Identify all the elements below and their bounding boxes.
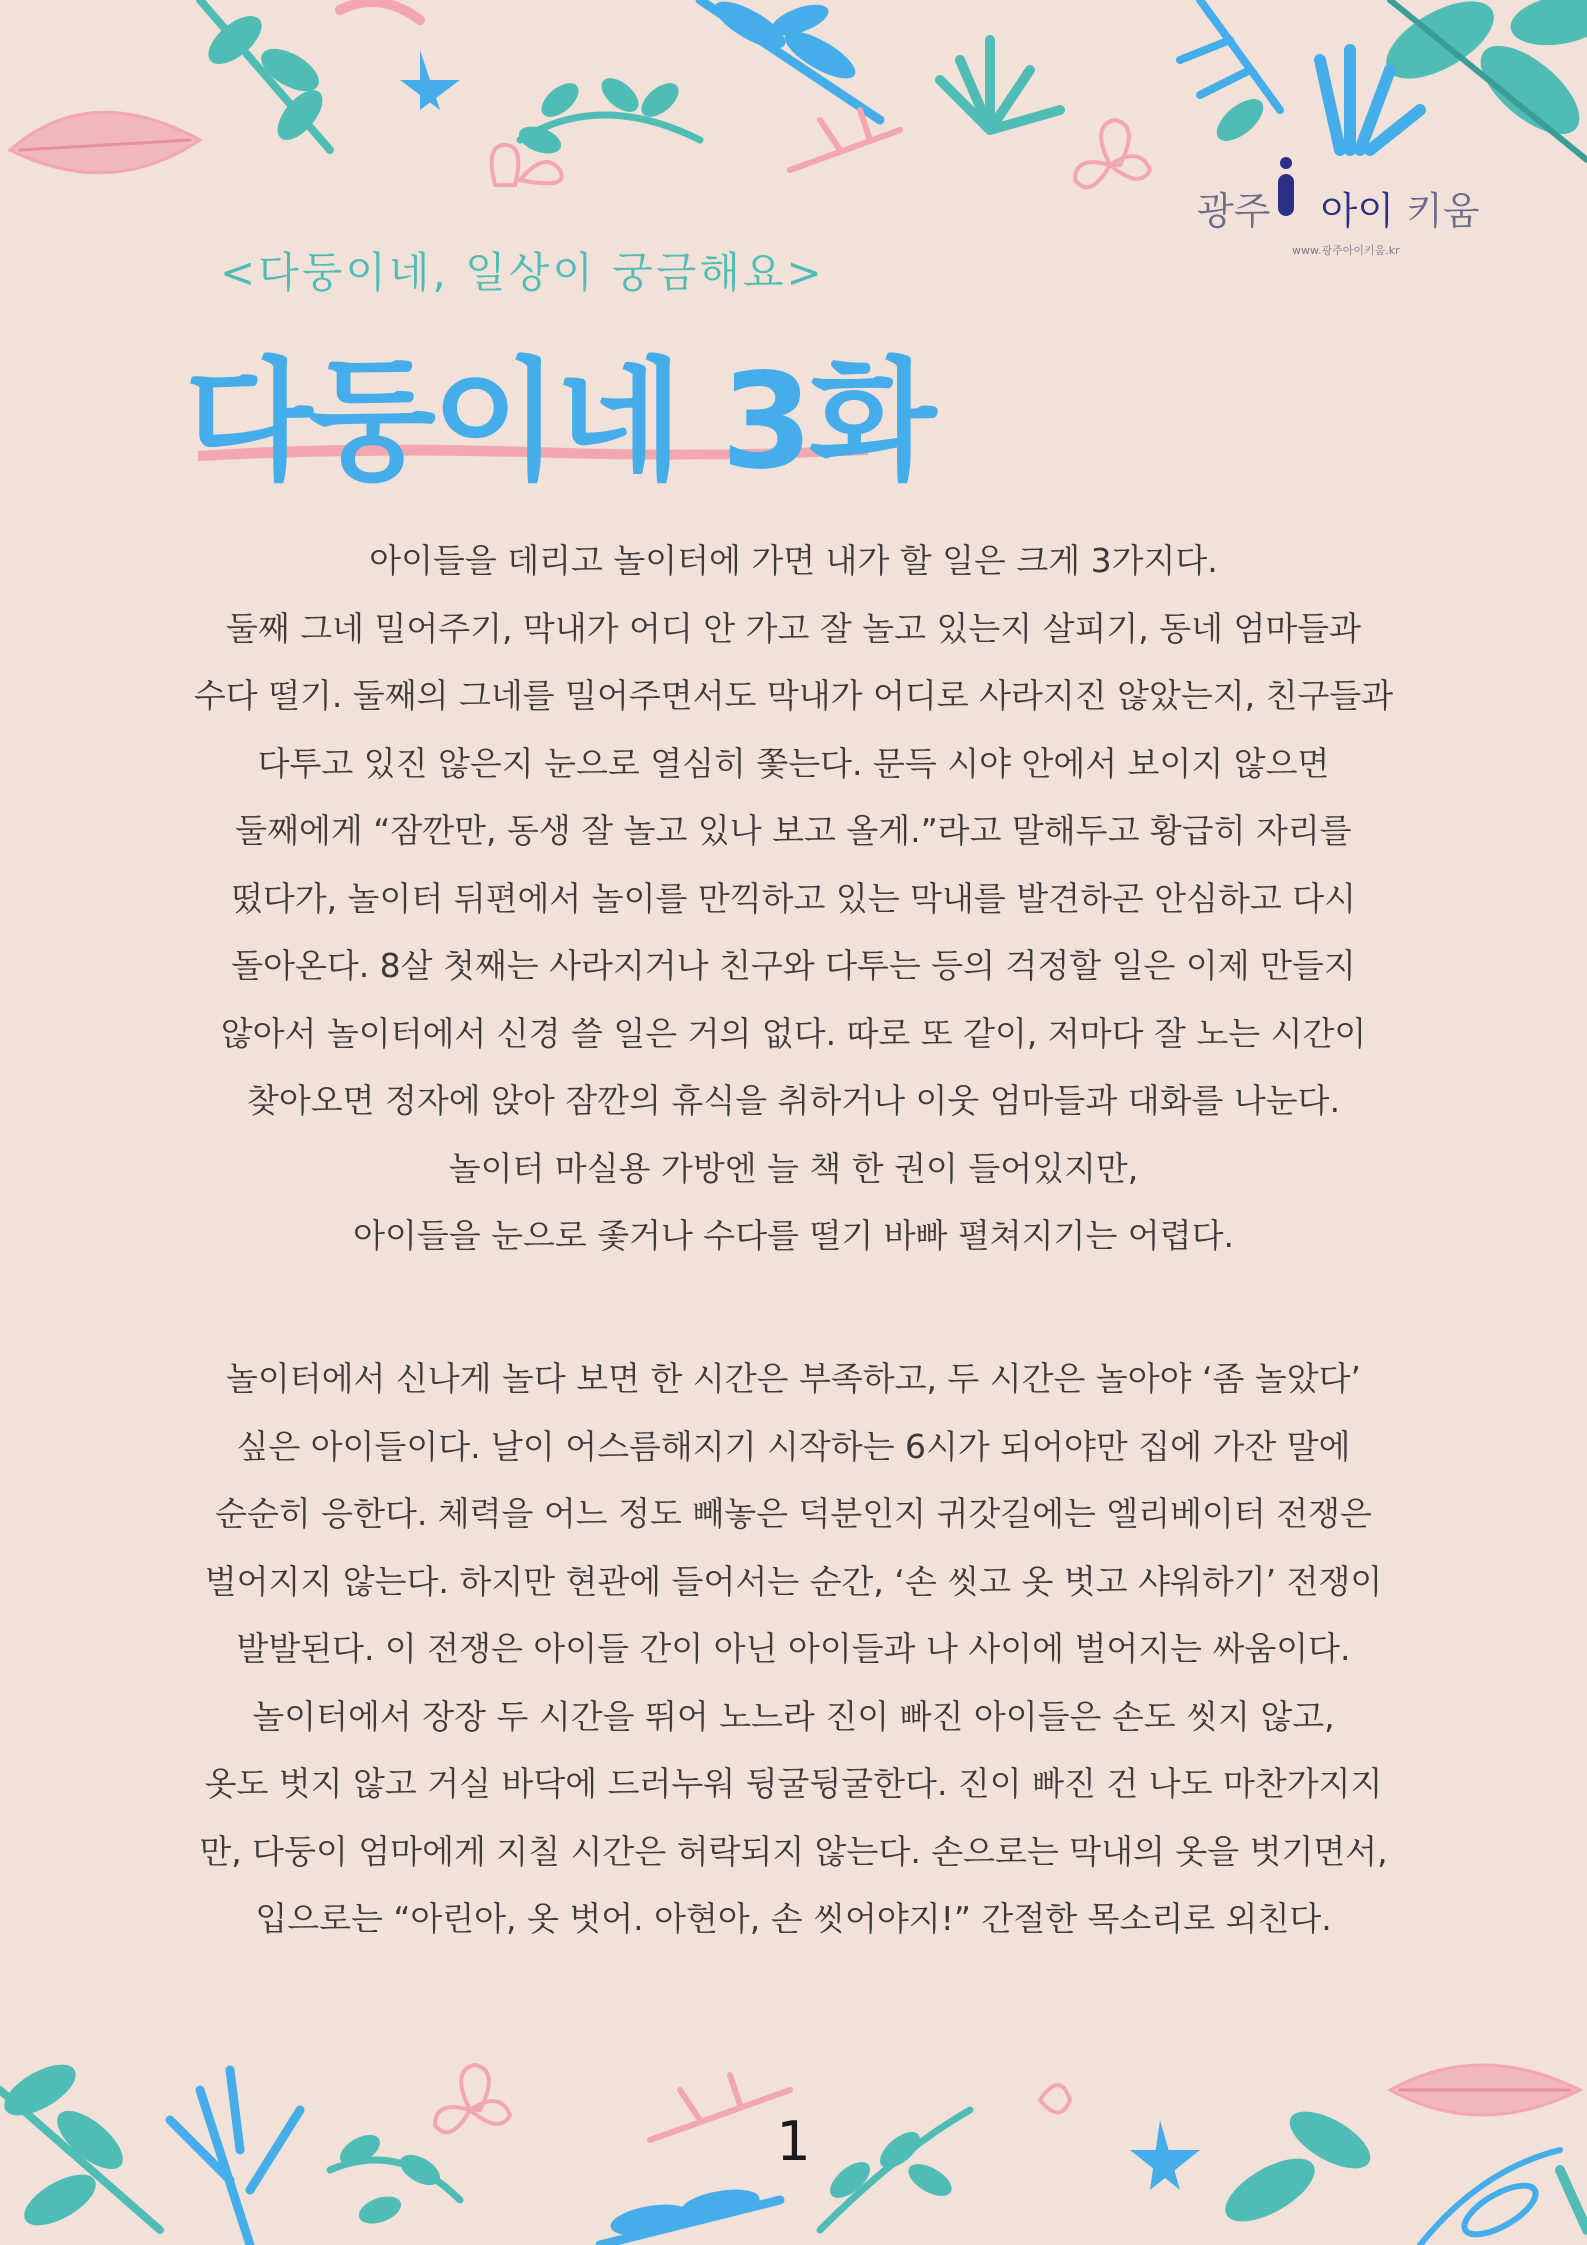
logo-person-icon — [1275, 156, 1297, 218]
body-paragraph-1 — [110, 527, 1477, 1270]
text-line: 놀이터에서 신나게 놀다 보면 한 시간은 부족하고, 두 시간은 놀아야 ‘좀 놀았다’ — [225, 1359, 1362, 1398]
text-line: 돌아온다. 8살 첫째는 사라지거나 친구와 다투는 등의 걱정할 일은 이제 만들지 — [231, 946, 1356, 985]
logo-text-right: 키움 — [1406, 189, 1480, 233]
logo-text-left: 광주 — [1197, 189, 1271, 233]
logo-url: www.광주아이키움.kr — [1292, 244, 1400, 257]
body-paragraph-2 — [110, 1345, 1477, 1953]
text-line: 놀이터 마실용 가방엔 늘 책 한 권이 들어있지만, — [448, 1148, 1139, 1188]
text-line: 둘째에게 “잠깐만, 동생 잘 놀고 있나 보고 올게.”라고 말해두고 황급히 자리를 — [235, 811, 1352, 850]
text-line: 찾아오면 정자에 앉아 잠깐의 휴식을 취하거나 이웃 엄마들과 대화를 나눈다. — [246, 1081, 1341, 1120]
text-line: 입으로는 “아린아, 옷 벗어. 아현아, 손 씻어야지!” 간절한 목소리로 외친다. — [255, 1899, 1332, 1938]
text-line: 떴다가, 놀이터 뒤편에서 놀이를 만끽하고 있는 막내를 발견하곤 안심하고 다시 — [231, 878, 1356, 918]
text-line: 둘째 그네 밀어주기, 막내가 어디 안 가고 잘 놀고 있는지 살피기, 동네 엄마들과 — [225, 608, 1362, 648]
text-line: 놀이터에서 장장 두 시간을 뛰어 노느라 진이 빠진 아이들은 손도 씻지 않고, — [252, 1696, 1335, 1736]
logo[interactable] — [1197, 150, 1480, 260]
text-line: 아이들을 데리고 놀이터에 가면 내가 할 일은 크게 3가지다. — [369, 541, 1218, 580]
text-line: 순순히 응한다. 체력을 어느 정도 빼놓은 덕분인지 귀갓길에는 엘리베이터 전쟁은 — [215, 1494, 1372, 1533]
text-line: 옷도 벗지 않고 거실 바닥에 드러누워 뒹굴뒹굴한다. 진이 빠진 건 나도 마찬가지지 — [204, 1764, 1383, 1803]
text-line: 만, 다둥이 엄마에게 지칠 시간은 허락되지 않는다. 손으로는 막내의 옷을 벗기면서, — [199, 1831, 1388, 1871]
logo-text-mid: 아이 — [1320, 189, 1395, 233]
logo-wordmark — [1197, 180, 1480, 235]
text-line: 수다 떨기. 둘째의 그네를 밀어주면서도 막내가 어디로 사라지진 않았는지, 친구들과 — [193, 676, 1394, 715]
page-number: 1 — [776, 2110, 811, 2173]
text-line: 않아서 놀이터에서 신경 쓸 일은 거의 없다. 따로 또 같이, 저마다 잘 노는 시간이 — [220, 1013, 1367, 1053]
text-line: 싶은 아이들이다. 날이 어스름해지기 시작하는 6시가 되어야만 집에 가잔 말에 — [236, 1426, 1351, 1466]
text-line: 발발된다. 이 전쟁은 아이들 간이 아닌 아이들과 나 사이에 벌어지는 싸움이다. — [236, 1629, 1351, 1668]
title-block — [185, 315, 933, 499]
series-subtitle: <다둥이네, 일상이 궁금해요> — [220, 248, 825, 297]
page-title: 다둥이네 3화 — [185, 345, 933, 499]
text-line: 다투고 있진 않은지 눈으로 열심히 쫓는다. 문득 시야 안에서 보이지 않으면 — [257, 743, 1330, 783]
text-line: 벌어지지 않는다. 하지만 현관에 들어서는 순간, ‘손 씻고 옷 벗고 샤워하기’ 전쟁이 — [204, 1561, 1383, 1601]
text-line: 아이들을 눈으로 좇거나 수다를 떨기 바빠 펼쳐지기는 어렵다. — [353, 1216, 1234, 1255]
